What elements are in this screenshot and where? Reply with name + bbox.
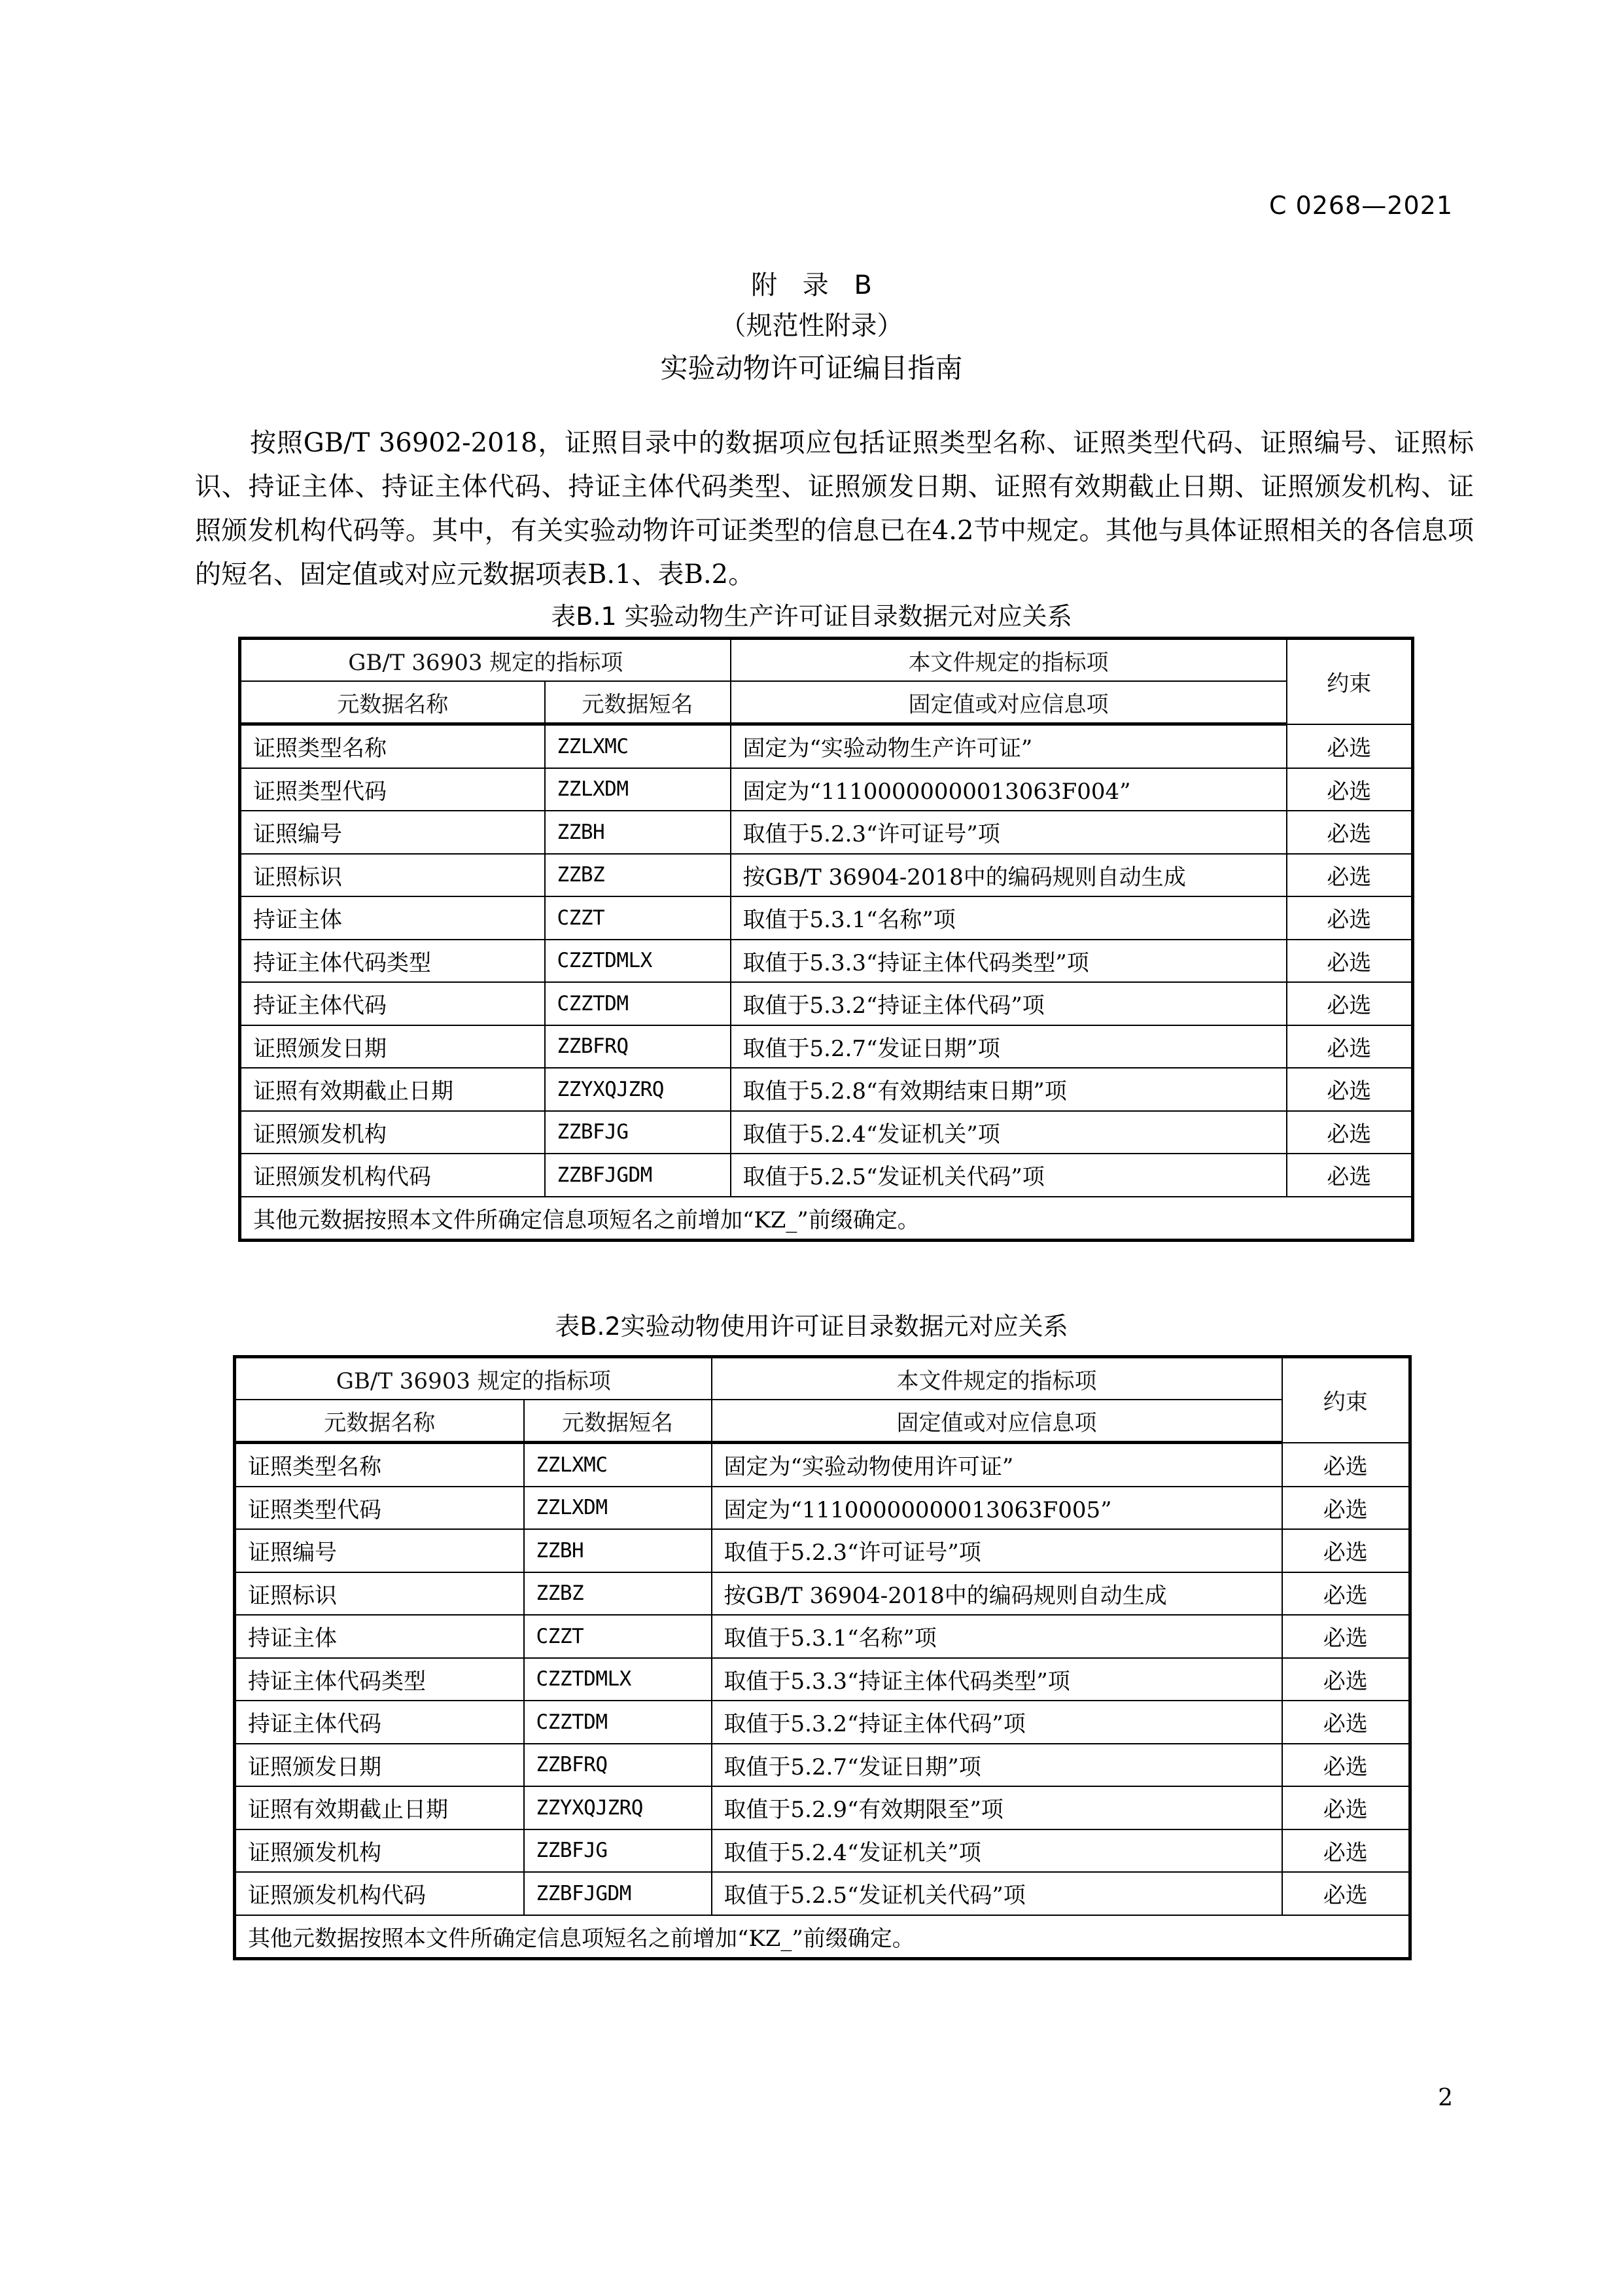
fixed-value-cell: 取值于5.2.7“发证日期”项 bbox=[712, 1744, 1282, 1787]
fixed-value-cell: 取值于5.2.5“发证机关代码”项 bbox=[712, 1872, 1282, 1915]
constraint-cell: 必选 bbox=[1287, 854, 1413, 897]
metadata-name-cell: 证照颁发机构代码 bbox=[235, 1872, 524, 1915]
metadata-name-cell: 证照有效期截止日期 bbox=[240, 1068, 545, 1111]
metadata-short-name-cell: ZZYXQJZRQ bbox=[545, 1068, 731, 1111]
constraint-cell: 必选 bbox=[1282, 1744, 1410, 1787]
metadata-name-cell: 证照颁发机构代码 bbox=[240, 1154, 545, 1197]
table-row bbox=[235, 1829, 1410, 1873]
fixed-value-cell: 取值于5.2.4“发证机关”项 bbox=[712, 1829, 1282, 1873]
metadata-name-cell: 证照类型代码 bbox=[235, 1487, 524, 1530]
fixed-value-cell: 取值于5.2.4“发证机关”项 bbox=[731, 1111, 1287, 1154]
fixed-value-cell: 取值于5.3.3“持证主体代码类型”项 bbox=[712, 1658, 1282, 1701]
metadata-name-cell: 持证主体代码 bbox=[235, 1701, 524, 1744]
constraint-cell: 必选 bbox=[1287, 811, 1413, 854]
constraint-cell: 必选 bbox=[1287, 724, 1413, 768]
metadata-name-cell: 证照标识 bbox=[240, 854, 545, 897]
fixed-value-cell: 取值于5.2.3“许可证号”项 bbox=[731, 811, 1287, 854]
metadata-short-name-cell: CZZTDM bbox=[524, 1701, 712, 1744]
metadata-name-cell: 证照颁发日期 bbox=[240, 1025, 545, 1069]
fixed-value-cell: 固定为“11100000000013063F004” bbox=[731, 768, 1287, 811]
metadata-short-name-cell: CZZT bbox=[545, 896, 731, 940]
constraint-cell: 必选 bbox=[1287, 940, 1413, 983]
metadata-short-name-cell: ZZBFRQ bbox=[524, 1744, 712, 1787]
fixed-value-cell: 固定为“11100000000013063F005” bbox=[712, 1487, 1282, 1530]
metadata-name-cell: 证照颁发机构 bbox=[235, 1829, 524, 1873]
table-row bbox=[235, 1658, 1410, 1701]
fixed-value-cell: 取值于5.3.2“持证主体代码”项 bbox=[731, 982, 1287, 1025]
metadata-short-name-cell: ZZLXMC bbox=[524, 1443, 712, 1487]
table-row bbox=[240, 768, 1413, 811]
table1 bbox=[238, 637, 1414, 1242]
metadata-name-cell: 证照编号 bbox=[240, 811, 545, 854]
constraint-cell: 必选 bbox=[1287, 768, 1413, 811]
header-row-group bbox=[240, 639, 1413, 682]
header-metadata-name: 元数据名称 bbox=[240, 681, 545, 724]
constraint-cell: 必选 bbox=[1282, 1786, 1410, 1829]
constraint-cell: 必选 bbox=[1282, 1701, 1410, 1744]
fixed-value-cell: 取值于5.3.1“名称”项 bbox=[731, 896, 1287, 940]
table-row bbox=[235, 1786, 1410, 1829]
table-row bbox=[235, 1615, 1410, 1658]
constraint-cell: 必选 bbox=[1287, 1025, 1413, 1069]
metadata-name-cell: 证照类型代码 bbox=[240, 768, 545, 811]
table-row bbox=[235, 1487, 1410, 1530]
metadata-short-name-cell: CZZTDMLX bbox=[524, 1658, 712, 1701]
fixed-value-cell: 取值于5.3.1“名称”项 bbox=[712, 1615, 1282, 1658]
metadata-short-name-cell: ZZYXQJZRQ bbox=[524, 1786, 712, 1829]
appendix-title: 实验动物许可证编目指南 bbox=[660, 352, 963, 384]
metadata-short-name-cell: CZZTDM bbox=[545, 982, 731, 1025]
metadata-name-cell: 证照编号 bbox=[235, 1529, 524, 1572]
metadata-short-name-cell: ZZBFJGDM bbox=[545, 1154, 731, 1197]
appendix-label: 附 录 B bbox=[751, 270, 872, 300]
header-row-columns bbox=[240, 681, 1413, 724]
fixed-value-cell: 取值于5.2.5“发证机关代码”项 bbox=[731, 1154, 1287, 1197]
metadata-short-name-cell: ZZBH bbox=[545, 811, 731, 854]
metadata-name-cell: 证照类型名称 bbox=[235, 1443, 524, 1487]
table-row bbox=[235, 1872, 1410, 1915]
metadata-name-cell: 证照标识 bbox=[235, 1572, 524, 1616]
metadata-short-name-cell: ZZBFJG bbox=[545, 1111, 731, 1154]
header-group-this-document: 本文件规定的指标项 bbox=[731, 639, 1287, 682]
metadata-name-cell: 证照颁发机构 bbox=[240, 1111, 545, 1154]
fixed-value-cell: 取值于5.2.9“有效期限至”项 bbox=[712, 1786, 1282, 1829]
constraint-cell: 必选 bbox=[1287, 1068, 1413, 1111]
header-metadata-short-name: 元数据短名 bbox=[524, 1400, 712, 1443]
metadata-short-name-cell: ZZBFJGDM bbox=[524, 1872, 712, 1915]
header-group-gbt: GB/T 36903 规定的指标项 bbox=[240, 639, 731, 682]
table-row bbox=[240, 940, 1413, 983]
table-row bbox=[240, 982, 1413, 1025]
table-footer-note: 其他元数据按照本文件所确定信息项短名之前增加“KZ_”前缀确定。 bbox=[240, 1197, 1413, 1241]
metadata-short-name-cell: ZZBZ bbox=[524, 1572, 712, 1616]
fixed-value-cell: 固定为“实验动物使用许可证” bbox=[712, 1443, 1282, 1487]
table1-body bbox=[240, 639, 1413, 1241]
constraint-cell: 必选 bbox=[1282, 1872, 1410, 1915]
table-footer-row bbox=[240, 1197, 1413, 1241]
fixed-value-cell: 取值于5.2.7“发证日期”项 bbox=[731, 1025, 1287, 1069]
header-fixed-value: 固定值或对应信息项 bbox=[712, 1400, 1282, 1443]
table2-body bbox=[235, 1357, 1410, 1959]
metadata-name-cell: 持证主体代码类型 bbox=[240, 940, 545, 983]
metadata-short-name-cell: ZZLXMC bbox=[545, 724, 731, 768]
table-row bbox=[240, 1154, 1413, 1197]
header-group-gbt: GB/T 36903 规定的指标项 bbox=[235, 1357, 712, 1400]
table-row bbox=[240, 1111, 1413, 1154]
constraint-cell: 必选 bbox=[1287, 982, 1413, 1025]
metadata-short-name-cell: ZZBH bbox=[524, 1529, 712, 1572]
fixed-value-cell: 取值于5.3.2“持证主体代码”项 bbox=[712, 1701, 1282, 1744]
table-row bbox=[240, 1068, 1413, 1111]
constraint-cell: 必选 bbox=[1282, 1615, 1410, 1658]
metadata-short-name-cell: ZZLXDM bbox=[524, 1487, 712, 1530]
table-footer-row bbox=[235, 1915, 1410, 1959]
constraint-cell: 必选 bbox=[1282, 1658, 1410, 1701]
metadata-short-name-cell: ZZLXDM bbox=[545, 768, 731, 811]
table-row bbox=[235, 1744, 1410, 1787]
metadata-short-name-cell: ZZBZ bbox=[545, 854, 731, 897]
metadata-name-cell: 证照有效期截止日期 bbox=[235, 1786, 524, 1829]
document-code: C 0268—2021 bbox=[1268, 191, 1453, 220]
metadata-short-name-cell: CZZTDMLX bbox=[545, 940, 731, 983]
header-constraint: 约束 bbox=[1282, 1357, 1410, 1443]
constraint-cell: 必选 bbox=[1282, 1572, 1410, 1616]
header-row-group bbox=[235, 1357, 1410, 1400]
constraint-cell: 必选 bbox=[1282, 1443, 1410, 1487]
constraint-cell: 必选 bbox=[1287, 1154, 1413, 1197]
page-number: 2 bbox=[1438, 2085, 1453, 2111]
table2-caption: 表B.2实验动物使用许可证目录数据元对应关系 bbox=[555, 1312, 1068, 1341]
header-metadata-short-name: 元数据短名 bbox=[545, 681, 731, 724]
fixed-value-cell: 按GB/T 36904-2018中的编码规则自动生成 bbox=[731, 854, 1287, 897]
header-constraint: 约束 bbox=[1287, 639, 1413, 724]
constraint-cell: 必选 bbox=[1287, 896, 1413, 940]
table-row bbox=[240, 724, 1413, 768]
table-row bbox=[235, 1701, 1410, 1744]
table-row bbox=[235, 1529, 1410, 1572]
constraint-cell: 必选 bbox=[1282, 1529, 1410, 1572]
fixed-value-cell: 取值于5.3.3“持证主体代码类型”项 bbox=[731, 940, 1287, 983]
fixed-value-cell: 取值于5.2.3“许可证号”项 bbox=[712, 1529, 1282, 1572]
metadata-name-cell: 持证主体 bbox=[240, 896, 545, 940]
metadata-name-cell: 持证主体代码 bbox=[240, 982, 545, 1025]
metadata-short-name-cell: ZZBFJG bbox=[524, 1829, 712, 1873]
metadata-name-cell: 证照类型名称 bbox=[240, 724, 545, 768]
metadata-short-name-cell: ZZBFRQ bbox=[545, 1025, 731, 1069]
constraint-cell: 必选 bbox=[1282, 1829, 1410, 1873]
table-row bbox=[235, 1572, 1410, 1616]
constraint-cell: 必选 bbox=[1287, 1111, 1413, 1154]
header-group-this-document: 本文件规定的指标项 bbox=[712, 1357, 1282, 1400]
table-row bbox=[240, 811, 1413, 854]
appendix-type: （规范性附录） bbox=[720, 311, 903, 341]
constraint-cell: 必选 bbox=[1282, 1487, 1410, 1530]
table-row bbox=[240, 854, 1413, 897]
table-row bbox=[240, 896, 1413, 940]
metadata-name-cell: 持证主体 bbox=[235, 1615, 524, 1658]
header-row-columns bbox=[235, 1400, 1410, 1443]
table2 bbox=[233, 1355, 1412, 1960]
intro-paragraph: 按照GB/T 36902-2018，证照目录中的数据项应包括证照类型名称、证照类型代码、证照编号、证照标识、持证主体、持证主体代码、持证主体代码类型、证照颁发日期、证照有效期截止日期、证照颁发机构、证照颁发机构代码等。其中，有关实验动物许可证类型的信息已在4.2节中规定。其他与具体证照相关的各信息项的短名、固定值或对应元数据项表B.1、表B.2。 bbox=[195, 428, 1474, 590]
table-footer-note: 其他元数据按照本文件所确定信息项短名之前增加“KZ_”前缀确定。 bbox=[235, 1915, 1410, 1959]
table-row bbox=[240, 1025, 1413, 1069]
table1-caption: 表B.1 实验动物生产许可证目录数据元对应关系 bbox=[551, 602, 1072, 631]
fixed-value-cell: 固定为“实验动物生产许可证” bbox=[731, 724, 1287, 768]
header-metadata-name: 元数据名称 bbox=[235, 1400, 524, 1443]
metadata-name-cell: 持证主体代码类型 bbox=[235, 1658, 524, 1701]
fixed-value-cell: 按GB/T 36904-2018中的编码规则自动生成 bbox=[712, 1572, 1282, 1616]
metadata-name-cell: 证照颁发日期 bbox=[235, 1744, 524, 1787]
metadata-short-name-cell: CZZT bbox=[524, 1615, 712, 1658]
fixed-value-cell: 取值于5.2.8“有效期结束日期”项 bbox=[731, 1068, 1287, 1111]
header-fixed-value: 固定值或对应信息项 bbox=[731, 681, 1287, 724]
table-row bbox=[235, 1443, 1410, 1487]
